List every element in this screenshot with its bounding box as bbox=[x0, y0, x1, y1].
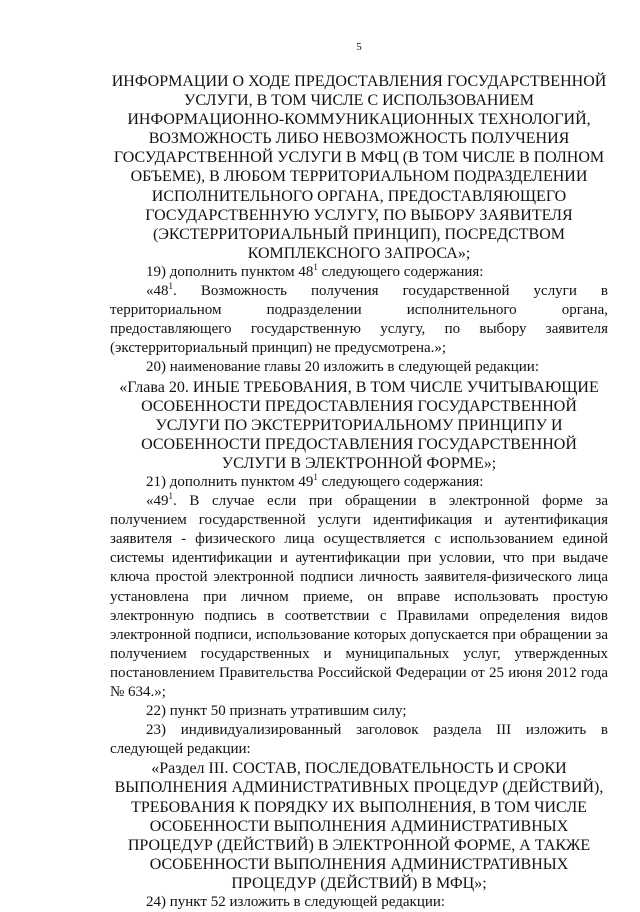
paragraph-48-1-text: . Возможность получения государственной услуги в территориальном подразделении исполнительного органа, предоставляющего государственную услугу, по выбору заявителя (экстерриториальный принцип) не предусмотрена.»; bbox=[110, 283, 608, 357]
paragraph-49-1-text: . В случае если при обращении в электронной форме за получением государственной услуги идентификация и аутентификация заявителя - физического лица осуществляется с использованием единой системы идентификации и аутентификации при условии, что при выдаче ключа простой электронной подписи личность заявителя-физического лица установлена при личном приеме, он вправе использовать простую электронную подпись в соответствии с Правилами определения видов электронной подписи, использование которых допускается при обращении за получением государственных и муниципальных услуг, утвержденных постановлением Правительства Российской Федерации от 25 июня 2012 года № 634.»; bbox=[110, 493, 608, 700]
item-21-superscript: 1 bbox=[313, 471, 318, 482]
paragraph-48-1-number: «48 bbox=[146, 283, 169, 300]
item-21-text: 21) дополнить пунктом 49 bbox=[146, 473, 314, 490]
item-19-superscript: 1 bbox=[313, 261, 318, 272]
paragraph-48-1-superscript: 1 bbox=[168, 281, 173, 292]
item-21 bbox=[110, 473, 608, 492]
item-19 bbox=[110, 263, 608, 282]
page-number: 5 bbox=[356, 41, 362, 53]
heading-continuation: ИНФОРМАЦИИ О ХОДЕ ПРЕДОСТАВЛЕНИЯ ГОСУДАРСТВЕННОЙ УСЛУГИ, В ТОМ ЧИСЛЕ С ИСПОЛЬЗОВАНИЕМ ИНФОРМАЦИОННО-КОММУНИКАЦИОННЫХ ТЕХНОЛОГИЙ, ВОЗМОЖНОСТЬ ЛИБО НЕВОЗМОЖНОСТЬ ПОЛУЧЕНИЯ ГОСУДАРСТВЕННОЙ УСЛУГИ В МФЦ (В ТОМ ЧИСЛЕ В ПОЛНОМ ОБЪЕМЕ), В ЛЮБОМ ТЕРРИТОРИАЛЬНОМ ПОДРАЗДЕЛЕНИИ ИСПОЛНИТЕЛЬНОГО ОРГАНА, ПРЕДОСТАВЛЯЮЩЕГО ГОСУДАРСТВЕННУЮ УСЛУГУ, ПО ВЫБОРУ ЗАЯВИТЕЛЯ (ЭКСТЕРРИТОРИАЛЬНЫЙ ПРИНЦИП), ПОСРЕДСТВОМ КОМПЛЕКСНОГО ЗАПРОСА»; bbox=[111, 73, 607, 262]
item-20: 20) наименование главы 20 изложить в следующей редакции: bbox=[146, 359, 539, 376]
item-21-tail: следующего содержания: bbox=[317, 473, 484, 490]
item-24: 24) пункт 52 изложить в следующей редакции: bbox=[146, 894, 446, 911]
paragraph-49-1-superscript: 1 bbox=[168, 491, 173, 502]
chapter-20-title: «Глава 20. ИНЫЕ ТРЕБОВАНИЯ, В ТОМ ЧИСЛЕ УЧИТЫВАЮЩИЕ ОСОБЕННОСТИ ПРЕДОСТАВЛЕНИЯ ГОСУДАРСТВЕННОЙ УСЛУГИ ПО ЭКСТЕРРИТОРИАЛЬНОМУ ПРИНЦИПУ И ОСОБЕННОСТИ ПРЕДОСТАВЛЕНИЯ ГОСУДАРСТВЕННОЙ УСЛУГИ В ЭЛЕКТРОННОЙ ФОРМЕ»; bbox=[119, 378, 599, 472]
paragraph-48-1 bbox=[110, 282, 608, 358]
paragraph-49-1 bbox=[110, 492, 608, 702]
item-23: 23) индивидуализированный заголовок раздела III изложить в следующей редакции: bbox=[110, 722, 608, 758]
item-19-text: 19) дополнить пунктом 48 bbox=[146, 263, 314, 280]
item-22: 22) пункт 50 признать утратившим силу; bbox=[146, 703, 407, 720]
section-3-title: «Раздел III. СОСТАВ, ПОСЛЕДОВАТЕЛЬНОСТЬ И СРОКИ ВЫПОЛНЕНИЯ АДМИНИСТРАТИВНЫХ ПРОЦЕДУР (ДЕЙСТВИЙ), ТРЕБОВАНИЯ К ПОРЯДКУ ИХ ВЫПОЛНЕНИЯ, В ТОМ ЧИСЛЕ ОСОБЕННОСТИ ВЫПОЛНЕНИЯ АДМИНИСТРАТИВНЫХ ПРОЦЕДУР (ДЕЙСТВИЙ) В ЭЛЕКТРОННОЙ ФОРМЕ, А ТАКЖЕ ОСОБЕННОСТИ ВЫПОЛНЕНИЯ АДМИНИСТРАТИВНЫХ ПРОЦЕДУР (ДЕЙСТВИЙ) В МФЦ»; bbox=[114, 760, 604, 892]
item-19-tail: следующего содержания: bbox=[317, 263, 484, 280]
paragraph-49-1-number: «49 bbox=[146, 493, 169, 510]
document-page bbox=[110, 40, 608, 912]
